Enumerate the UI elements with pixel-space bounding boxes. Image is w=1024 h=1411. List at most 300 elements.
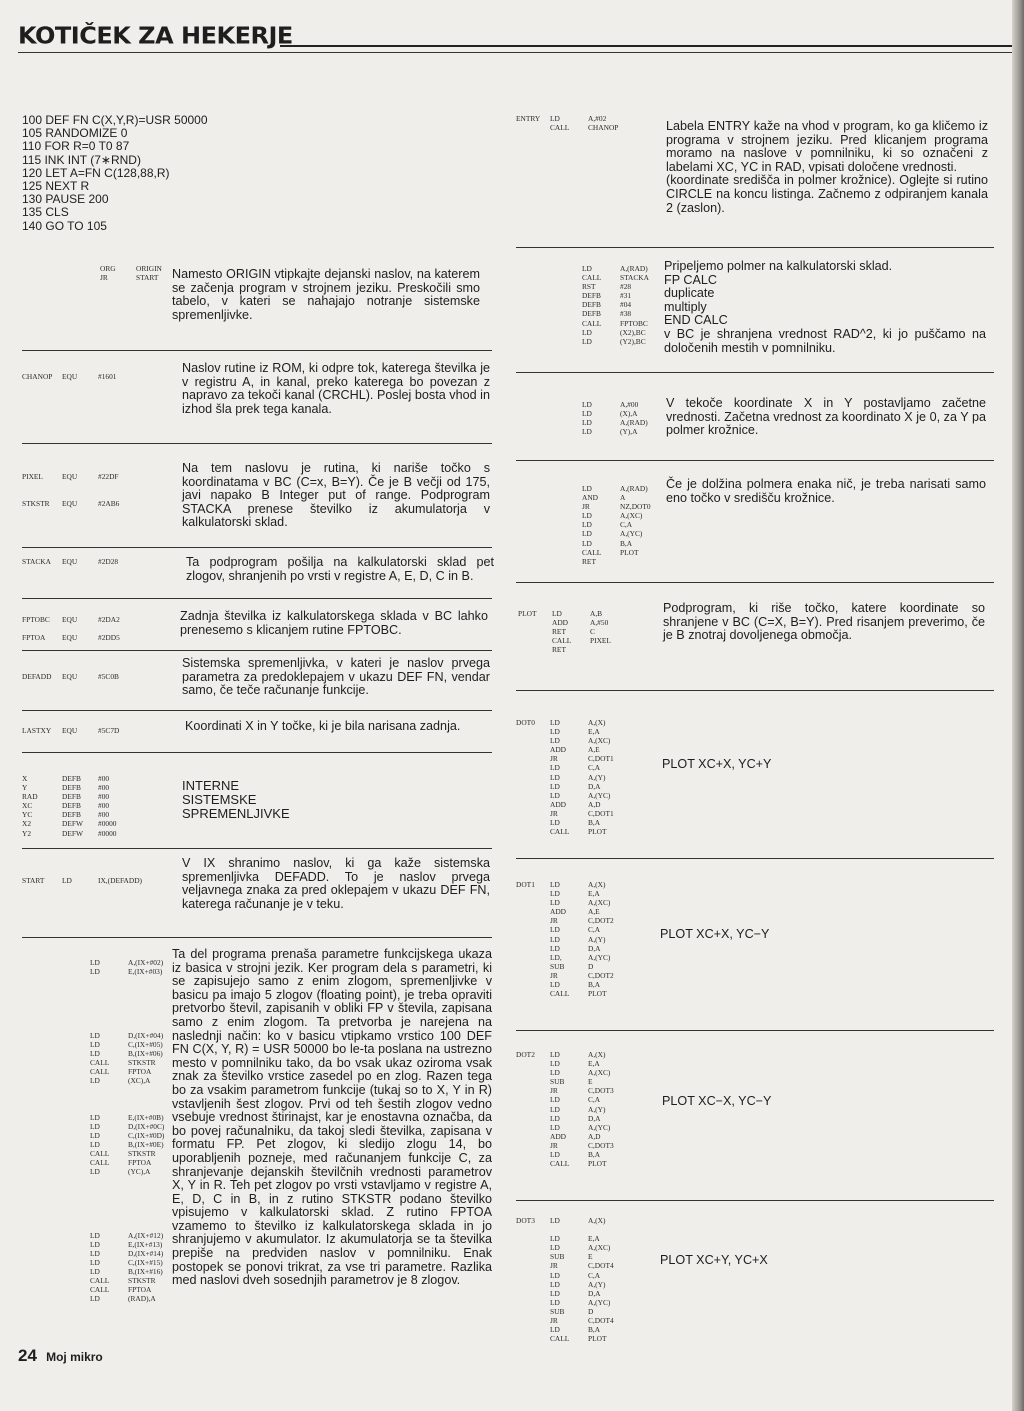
code-label (56, 1194, 90, 1203)
code-line (516, 827, 614, 836)
code-operand (128, 1213, 130, 1222)
code-line (56, 1267, 164, 1276)
code-opcode: EQU (62, 633, 78, 643)
code-label (548, 502, 582, 511)
separator-rule (22, 848, 492, 849)
code-operand: C,DOT2 (588, 916, 614, 926)
code-opcode: LD (582, 427, 592, 437)
code-label (516, 944, 550, 953)
code-opcode: LD (90, 1030, 100, 1040)
code-label (548, 520, 582, 529)
code-opcode: LD (582, 418, 592, 428)
code-line (516, 1234, 614, 1243)
code-line (22, 624, 120, 633)
asm-block (516, 880, 614, 998)
code-opcode: LD (582, 336, 592, 346)
code-label (516, 1316, 550, 1325)
code-line (516, 791, 614, 800)
code-label: YC (22, 810, 33, 820)
code-label (56, 1113, 90, 1122)
code-line (518, 618, 611, 627)
separator-rule (22, 547, 492, 548)
code-operand: B,(IX+#06) (128, 1048, 163, 1058)
code-label (22, 490, 62, 499)
code-operand: #31 (620, 291, 632, 301)
code-label (56, 1067, 90, 1076)
code-line (22, 792, 116, 801)
code-opcode: LD (90, 1267, 100, 1277)
code-operand: A,#02 (588, 114, 607, 123)
code-label (516, 935, 550, 944)
code-opcode: LD (550, 889, 560, 899)
code-opcode: ADD (550, 745, 567, 755)
code-label (516, 791, 550, 800)
code-label (56, 976, 90, 985)
code-line (22, 490, 119, 499)
code-operand: A,(YC) (620, 529, 643, 539)
code-operand: A,(RAD) (620, 264, 648, 273)
code-opcode: LD (550, 736, 560, 746)
code-operand: D,A (588, 1288, 601, 1298)
code-opcode: LD (550, 1216, 560, 1225)
code-label (56, 1122, 90, 1131)
asm-block (22, 372, 116, 381)
code-label (516, 1225, 550, 1234)
code-operand: A,D (588, 1131, 601, 1141)
code-label (516, 1123, 550, 1132)
code-opcode: LD (550, 1104, 560, 1114)
code-operand: E (588, 1077, 593, 1087)
description (172, 268, 480, 322)
code-opcode: LD (90, 1139, 100, 1149)
code-label (516, 1086, 550, 1095)
code-opcode: CALL (90, 1158, 110, 1168)
code-operand: NZ,DOT0 (620, 502, 651, 512)
code-operand: #5C0B (98, 672, 119, 681)
code-operand: A,(XC) (620, 511, 643, 521)
code-operand: A,(Y) (588, 934, 606, 944)
code-operand: A,(XC) (588, 1068, 611, 1078)
code-line (516, 818, 614, 827)
description (664, 260, 986, 355)
code-operand: A,(IX+#02) (128, 958, 164, 967)
code-line (516, 114, 618, 123)
code-opcode: LD (90, 1130, 100, 1140)
code-label (516, 754, 550, 763)
code-opcode: LD (90, 958, 100, 967)
code-line (56, 1003, 164, 1012)
code-label (516, 962, 550, 971)
code-opcode: LD (582, 409, 592, 419)
code-operand (128, 994, 130, 1003)
code-line (56, 1167, 164, 1176)
description (660, 1254, 960, 1268)
code-opcode (90, 1204, 128, 1213)
code-line (516, 880, 614, 889)
code-opcode: CALL (90, 1285, 110, 1295)
code-opcode: LD (582, 264, 592, 273)
description (182, 362, 490, 416)
code-operand: C,A (588, 1270, 601, 1280)
code-label (516, 123, 550, 132)
code-line (56, 1158, 164, 1167)
code-label (56, 1204, 90, 1213)
code-opcode (90, 1185, 128, 1194)
code-line (516, 1280, 614, 1289)
text-line: Na tem naslovu je rutina, ki nariše točko s koordinatama v BC (C=x, B=Y). Če je B večji od 175, javi napako B Integer put of range. Podprogram STACKA prenese številko iz akumulatorja v kalkulatorski sklad. (182, 461, 490, 530)
code-label (60, 264, 100, 273)
code-opcode: DEFB (62, 801, 81, 811)
code-opcode: JR (100, 273, 108, 283)
code-line (518, 609, 611, 618)
code-label (516, 1252, 550, 1261)
code-line (548, 282, 649, 291)
code-operand (128, 1022, 130, 1031)
asm-block (22, 672, 119, 681)
code-label (56, 1167, 90, 1176)
code-line (516, 1077, 614, 1086)
code-label (516, 1059, 550, 1068)
code-label (56, 1213, 90, 1222)
code-label (516, 1077, 550, 1086)
code-opcode (62, 490, 98, 499)
code-operand: (Y2),BC (620, 336, 646, 346)
code-line (516, 1271, 614, 1280)
code-opcode: RST (582, 282, 596, 292)
code-line (22, 876, 142, 885)
separator-rule (22, 650, 492, 651)
code-opcode: LD (550, 718, 560, 727)
code-label (548, 427, 582, 436)
code-label: XC (22, 801, 33, 811)
basic-line: 120 LET A=FN C(128,88,R) (22, 165, 170, 180)
code-opcode: DEFB (62, 774, 81, 783)
code-opcode: CALL (550, 1159, 570, 1169)
code-label (516, 1280, 550, 1289)
asm-block (516, 1216, 614, 1343)
code-label (548, 511, 582, 520)
code-opcode: LD (552, 609, 562, 618)
code-opcode: EQU (62, 672, 78, 681)
code-label (516, 907, 550, 916)
code-opcode: EQU (62, 615, 78, 624)
code-line (22, 783, 116, 792)
code-label (56, 985, 90, 994)
code-operand: D (588, 961, 594, 971)
code-label: FPTOA (22, 633, 46, 643)
code-opcode (90, 994, 128, 1003)
code-operand: A,(X) (588, 718, 606, 727)
text-line: V IX shranimo naslov, ki ga kaže sistemska spremenljivka DEFADD. To je naslov prvega veljavnega znaka za pred oklepajem v ukazu DEF FN, katerega računanje je v teku. (182, 856, 490, 911)
code-line (516, 773, 614, 782)
code-label (548, 493, 582, 502)
code-opcode: JR (550, 1316, 558, 1326)
code-line (56, 1085, 164, 1094)
code-label (548, 409, 582, 418)
code-opcode: LD (550, 1059, 560, 1069)
code-opcode: LD (582, 529, 592, 539)
code-opcode: CALL (550, 827, 570, 837)
code-line (60, 273, 162, 282)
code-line (22, 557, 118, 566)
code-operand: #1601 (98, 372, 117, 381)
code-line (516, 1261, 614, 1270)
asm-block (22, 774, 116, 838)
code-opcode: LD (550, 1150, 560, 1160)
code-line (56, 1140, 164, 1149)
code-opcode: CALL (582, 547, 602, 557)
asm-block (518, 609, 611, 654)
code-label (516, 1298, 550, 1307)
code-line (548, 400, 648, 409)
code-operand: A,(Y) (588, 772, 606, 782)
code-line (516, 1307, 614, 1316)
code-operand: A,(XC) (588, 736, 611, 746)
code-line (56, 1194, 164, 1203)
asm-block (548, 484, 651, 566)
text-line: Zadnja številka iz kalkulatorskega sklada v BC lahko prenesemo s klicanjem rutine FPTOBC. (180, 609, 488, 637)
code-opcode: JR (550, 970, 558, 980)
code-operand: E,A (588, 1234, 600, 1244)
code-operand: #38 (620, 309, 632, 319)
code-line (548, 529, 651, 538)
code-line (548, 557, 651, 566)
code-operand: #0000 (98, 828, 117, 838)
code-line (516, 962, 614, 971)
code-line (516, 1150, 614, 1159)
code-opcode: LD (90, 1048, 100, 1058)
code-opcode: LD (550, 818, 560, 828)
code-label (516, 818, 550, 827)
code-label: CHANOP (22, 372, 53, 381)
code-operand: STKSTR (128, 1148, 156, 1158)
code-label (548, 309, 582, 318)
code-line (56, 1131, 164, 1140)
code-label (56, 958, 90, 967)
code-operand: E (588, 1252, 593, 1262)
code-opcode: DEFB (62, 783, 81, 793)
code-operand: PIXEL (590, 636, 611, 646)
code-label (516, 1271, 550, 1280)
code-opcode: LD (550, 1279, 560, 1289)
code-operand: C,A (588, 925, 601, 935)
code-line (56, 1104, 164, 1113)
code-line (518, 627, 611, 636)
code-line (56, 1185, 164, 1194)
basic-line: 100 DEF FN C(X,Y,R)=USR 50000 (22, 113, 208, 127)
code-line (22, 615, 120, 624)
code-operand: D,(IX+#0C) (128, 1121, 165, 1131)
code-operand: A,D (588, 799, 601, 809)
asm-block (548, 264, 649, 346)
separator-rule (516, 582, 994, 583)
code-opcode: LD (90, 1112, 100, 1122)
code-label (56, 1076, 90, 1085)
text-line: V tekoče koordinate X in Y postavljamo začetne vrednosti. Začetna vrednost za koordinato X je 0, za Y pa polmer krožnice. (666, 396, 986, 438)
code-line (548, 418, 648, 427)
code-operand (128, 1176, 130, 1185)
code-operand (588, 1225, 590, 1234)
code-label (516, 953, 550, 962)
code-line (516, 809, 614, 818)
basic-line: 135 CLS (22, 205, 69, 220)
code-operand: C,DOT2 (588, 970, 614, 980)
code-operand: #2AB6 (98, 499, 120, 509)
code-operand: C,(IX+#05) (128, 1039, 163, 1049)
code-operand: C,DOT4 (588, 1316, 614, 1326)
code-line (516, 1068, 614, 1077)
code-operand: C,A (620, 520, 633, 530)
code-opcode: LD (550, 781, 560, 791)
separator-rule (516, 858, 994, 859)
code-label (516, 1114, 550, 1123)
code-opcode: EQU (62, 499, 78, 509)
code-line (56, 1231, 164, 1240)
code-line (548, 300, 649, 309)
code-line (56, 1031, 164, 1040)
code-operand: A,E (588, 745, 600, 755)
code-line (56, 1058, 164, 1067)
code-operand (128, 1204, 130, 1213)
description (186, 556, 494, 583)
separator-rule (22, 710, 492, 711)
code-operand: A,(Y) (588, 1279, 606, 1289)
description (182, 462, 490, 530)
description-params (172, 948, 492, 1288)
code-opcode (90, 1194, 128, 1203)
code-operand: A,(X) (588, 1050, 606, 1059)
code-label (56, 1013, 90, 1022)
code-line (516, 1050, 614, 1059)
code-label (548, 273, 582, 282)
code-line (516, 1316, 614, 1325)
code-opcode: LD (90, 967, 100, 977)
code-line (516, 718, 614, 727)
code-label (56, 1094, 90, 1103)
code-operand: STKSTR (128, 1058, 156, 1068)
code-operand: A (620, 493, 626, 503)
code-line (516, 1132, 614, 1141)
code-opcode (90, 1222, 128, 1231)
description (663, 602, 985, 643)
code-label (56, 994, 90, 1003)
code-operand: B,(IX+#16) (128, 1267, 163, 1277)
text-line: Podprogram, ki riše točko, katere koordinate so shranjene v BC (C=X, B=Y). Pred risanjem preverimo, če je B znotraj dovoljenega območja. (663, 601, 985, 643)
code-line (56, 1276, 164, 1285)
code-opcode: LD (550, 1113, 560, 1123)
code-line (22, 829, 116, 838)
code-opcode: DEFB (62, 792, 81, 802)
code-operand: PLOT (588, 827, 607, 837)
code-operand: A,(YC) (588, 952, 611, 962)
code-operand: (RAD),A (128, 1294, 156, 1304)
code-opcode: LD (90, 1076, 100, 1086)
code-opcode: SUB (550, 1252, 565, 1262)
code-operand: C,A (588, 1095, 601, 1105)
separator-rule (22, 443, 492, 444)
code-line (22, 801, 116, 810)
code-label (56, 1058, 90, 1067)
code-operand: #00 (98, 774, 110, 783)
code-label (516, 1159, 550, 1168)
code-label (56, 1294, 90, 1303)
code-label (548, 418, 582, 427)
code-label (516, 745, 550, 754)
code-label (56, 1258, 90, 1267)
code-label: STACKA (22, 557, 51, 566)
code-operand: PLOT (588, 989, 607, 999)
code-label: FPTOBC (22, 615, 50, 624)
code-opcode: LD (90, 1121, 100, 1131)
code-operand (98, 490, 100, 499)
code-opcode: RET (552, 627, 566, 637)
text-line: Koordinati X in Y točke, ki je bila narisana zadnja. (185, 719, 461, 733)
code-label (516, 889, 550, 898)
code-label (56, 1176, 90, 1185)
code-line (516, 727, 614, 736)
code-label (60, 273, 100, 282)
code-operand: D,A (588, 1113, 601, 1123)
code-opcode: CALL (90, 1148, 110, 1158)
code-line (516, 971, 614, 980)
code-opcode (90, 1003, 128, 1012)
code-line (516, 800, 614, 809)
description (660, 928, 960, 942)
code-line (516, 782, 614, 791)
basic-line: 115 INK INT (7∗RND) (22, 152, 141, 167)
text-line: duplicate (664, 286, 715, 301)
code-line (548, 337, 649, 346)
code-operand: (XC),A (128, 1076, 151, 1086)
code-operand: B,A (588, 1325, 601, 1335)
code-line (56, 1285, 164, 1294)
code-line (516, 736, 614, 745)
basic-line: 140 GO TO 105 (22, 218, 107, 233)
code-opcode: LD (582, 511, 592, 521)
code-label: DOT1 (516, 880, 535, 889)
asm-block (516, 1050, 614, 1168)
code-operand: (Y),A (620, 427, 638, 437)
code-label: RAD (22, 792, 38, 802)
code-line (516, 1252, 614, 1261)
code-operand: A,(XC) (588, 898, 611, 908)
code-line (56, 1204, 164, 1213)
code-opcode: ADD (552, 618, 569, 628)
text-line: Labela ENTRY kaže na vhod v program, ko ga kličemo iz programa v strojnem jeziku. Pred klicanjem programa moramo na naslove v pomnilniku, ki so označeni z labelami XC, YC in RAD, vpisati določene vrednosti. (666, 119, 988, 174)
code-operand: A,#50 (590, 618, 609, 628)
code-label (22, 624, 62, 633)
code-opcode: CALL (550, 1334, 570, 1344)
description (662, 1095, 962, 1109)
code-label: STKSTR (22, 499, 50, 509)
code-line (548, 409, 648, 418)
code-line (516, 898, 614, 907)
basic-line: 105 RANDOMIZE 0 (22, 126, 128, 141)
code-operand: A,(X) (588, 880, 606, 889)
section-header: KOTIČEK ZA HEKERJE (18, 22, 293, 50)
code-operand: A,(YC) (588, 1297, 611, 1307)
code-label (516, 1095, 550, 1104)
code-operand: CHANOP (588, 123, 619, 133)
code-opcode (62, 481, 98, 490)
code-label (548, 291, 582, 300)
code-line (516, 1123, 614, 1132)
code-operand: (X),A (620, 409, 638, 419)
code-opcode: DEFW (62, 819, 83, 829)
code-operand (128, 1013, 130, 1022)
code-line (56, 1222, 164, 1231)
code-opcode: LD (550, 1122, 560, 1132)
